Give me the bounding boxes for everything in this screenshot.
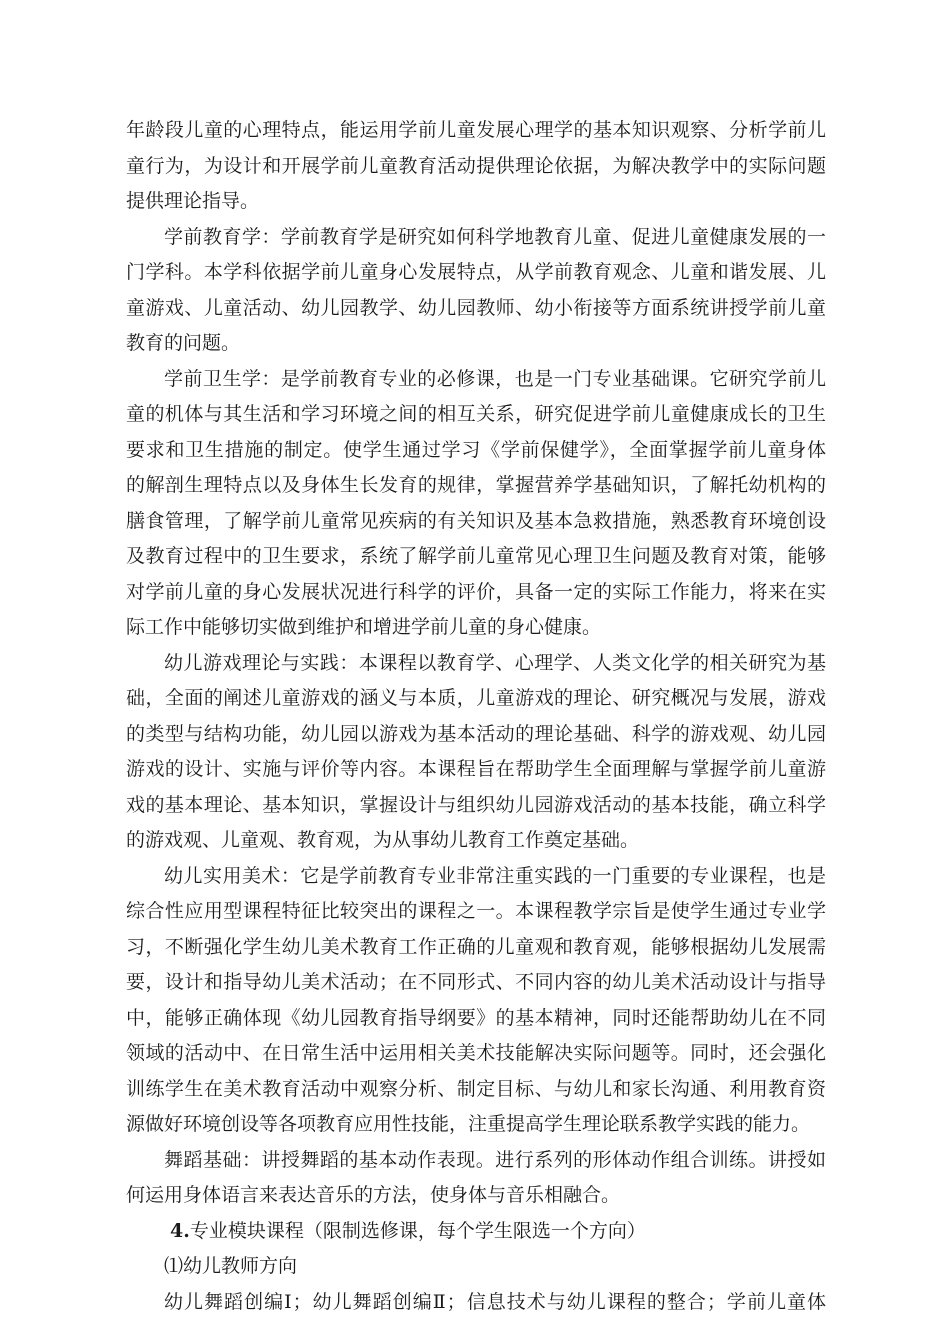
- text-line: 童行为，为设计和开展学前儿童教育活动提供理论依据，为解决教学中的实际问题: [126, 154, 826, 177]
- text-line: 的解剖生理特点以及身体生长发育的规律，掌握营养学基础知识，了解托幼机构的: [126, 474, 826, 496]
- section-title: 专业模块课程（限制选修课，每个学生限选一个方向）: [189, 1219, 646, 1242]
- text-line: 幼儿游戏理论与实践：本课程以教育学、心理学、人类文化学的相关研究为基: [164, 651, 826, 674]
- text-line: 年龄段儿童的心理特点，能运用学前儿童发展心理学的基本知识观察、分析学前儿: [126, 119, 826, 141]
- text-line: 际工作中能够切实做到维护和增进学前儿童的身心健康。: [126, 616, 602, 638]
- text-line: 中，能够正确体现《幼儿园教育指导纲要》的基本精神，同时还能帮助幼儿在不同: [126, 1006, 826, 1029]
- course-list-line: 幼儿舞蹈创编Ⅰ；幼儿舞蹈创编Ⅱ；信息技术与幼儿课程的整合；学前儿童体: [164, 1290, 826, 1313]
- subsection-title: ⑴幼儿教师方向: [164, 1255, 298, 1277]
- text-line: 教育的问题。: [126, 332, 241, 354]
- text-line: 要，设计和指导幼儿美术活动；在不同形式、不同内容的幼儿美术活动设计与指导: [126, 971, 826, 993]
- paragraph-preschool-pedagogy: [126, 220, 826, 362]
- text-line: 何运用身体语言来表达音乐的方法，使身体与音乐相融合。: [126, 1184, 621, 1206]
- text-line: 训练学生在美术教育活动中观察分析、制定目标、与幼儿和家长沟通、利用教育资: [126, 1077, 826, 1100]
- document-page: [126, 113, 826, 1320]
- text-line: 及教育过程中的卫生要求，系统了解学前儿童常见心理卫生问题及教育对策，能够: [126, 545, 826, 567]
- text-line: 的游戏观、儿童观、教育观，为从事幼儿教育工作奠定基础。: [126, 829, 640, 851]
- paragraph-child-psychology-continued: [126, 113, 826, 220]
- section-heading: [126, 1214, 826, 1250]
- paragraph-preschool-hygiene: [126, 362, 826, 646]
- text-line: 础，全面的阐述儿童游戏的涵义与本质，儿童游戏的理论、研究概况与发展，游戏: [126, 687, 826, 709]
- text-line: 舞蹈基础：讲授舞蹈的基本动作表现。进行系列的形体动作组合训练。讲授如: [164, 1148, 826, 1171]
- text-line: 学前卫生学：是学前教育专业的必修课，也是一门专业基础课。它研究学前儿: [164, 367, 826, 390]
- text-line: 童的机体与其生活和学习环境之间的相互关系，研究促进学前儿童健康成长的卫生: [126, 403, 826, 425]
- text-line: 戏的基本理论、基本知识，掌握设计与组织幼儿园游戏活动的基本技能，确立科学: [126, 793, 826, 816]
- text-line: 对学前儿童的身心发展状况进行科学的评价，具备一定的实际工作能力，将来在实: [126, 580, 826, 603]
- text-line: 童游戏、儿童活动、幼儿园教学、幼儿园教师、幼小衔接等方面系统讲授学前儿童: [126, 296, 826, 319]
- text-line: 综合性应用型课程特征比较突出的课程之一。本课程教学宗旨是使学生通过专业学: [126, 900, 826, 922]
- paragraph-child-play-theory: [126, 646, 826, 859]
- text-line: 学前教育学：学前教育学是研究如何科学地教育儿童、促进儿童健康发展的一: [164, 225, 826, 248]
- section-number: 4.: [170, 1219, 190, 1242]
- text-line: 源做好环境创设等各项教育应用性技能，注重提高学生理论联系教学实践的能力。: [126, 1113, 811, 1135]
- text-line: 的类型与结构功能，幼儿园以游戏为基本活动的理论基础、科学的游戏观、幼儿园: [126, 722, 826, 745]
- text-line: 幼儿实用美术：它是学前教育专业非常注重实践的一门重要的专业课程，也是: [164, 864, 826, 887]
- text-line: 膳食管理，了解学前儿童常见疾病的有关知识及基本急救措施，熟悉教育环境创设: [126, 509, 826, 532]
- paragraph-dance-basics: [126, 1143, 826, 1214]
- text-line: 领域的活动中、在日常生活中运用相关美术技能解决实际问题等。同时，还会强化: [126, 1042, 826, 1064]
- paragraph-child-applied-art: [126, 859, 826, 1143]
- text-line: 习，不断强化学生幼儿美术教育工作正确的儿童观和教育观，能够根据幼儿发展需: [126, 935, 826, 958]
- text-line: 提供理论指导。: [126, 190, 260, 212]
- text-line: 游戏的设计、实施与评价等内容。本课程旨在帮助学生全面理解与掌握学前儿童游: [126, 758, 826, 780]
- text-line: 门学科。本学科依据学前儿童身心发展特点，从学前教育观念、儿童和谐发展、儿: [126, 261, 826, 283]
- text-line: 要求和卫生措施的制定。使学生通过学习《学前保健学》，全面掌握学前儿童身体: [126, 438, 826, 461]
